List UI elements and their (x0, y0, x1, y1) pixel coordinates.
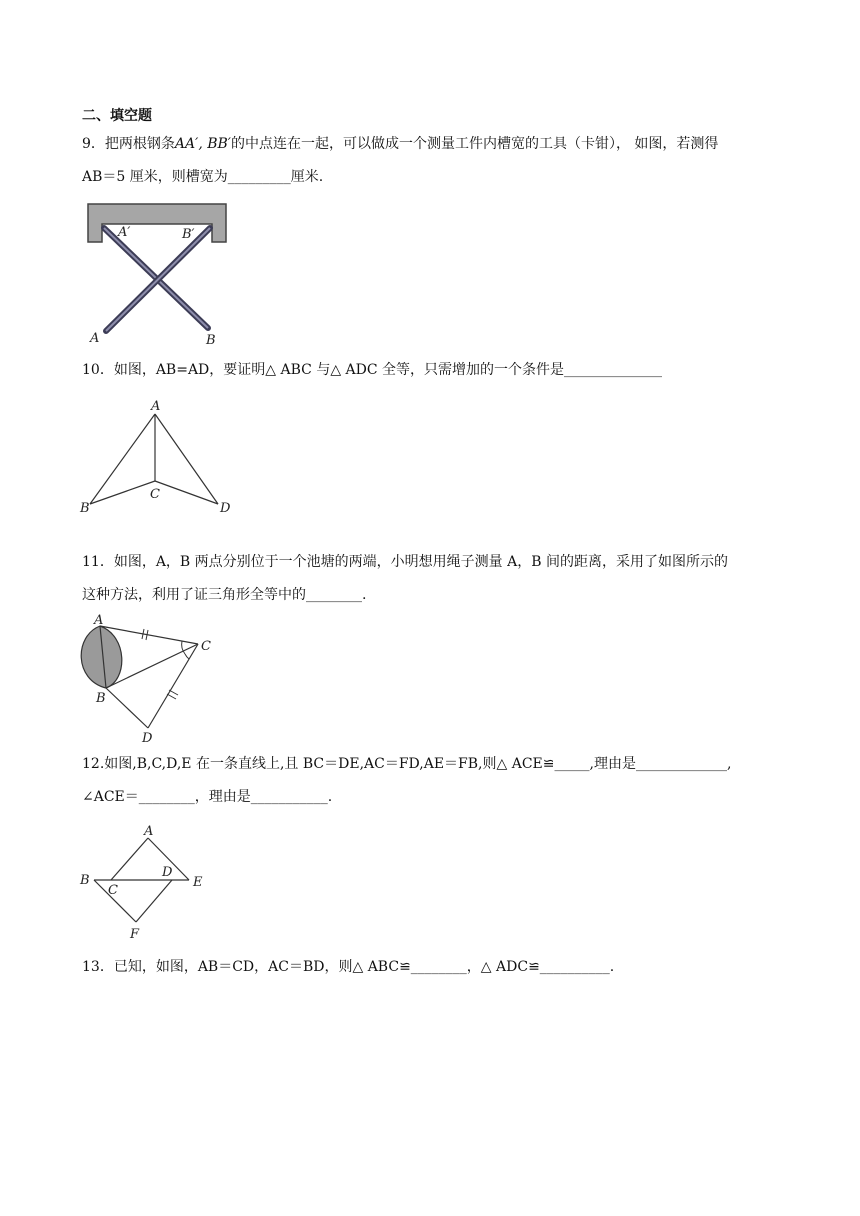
question-9-prefix: 9．把两根钢条 (82, 136, 175, 152)
fig9-label-b: B (206, 333, 216, 348)
fig12-label-d: D (162, 865, 173, 880)
fig11-label-c: C (201, 639, 211, 654)
figure-12-lines (76, 820, 216, 944)
figure-9-caliper (84, 198, 234, 348)
fig12-label-e: E (193, 875, 203, 890)
fig9-label-b-prime: B′ (182, 227, 195, 242)
section-title: 二、填空题 (82, 108, 152, 124)
fig10-label-c: C (150, 487, 160, 502)
figure-10-triangles (76, 396, 241, 521)
question-12-line1: 12.如图,B,C,D,E 在一条直线上,且 BC＝DE,AC＝FD,AE＝FB,则△ ACE≌_____,理由是_____________, (82, 756, 732, 772)
fig12-label-b: B (80, 873, 90, 888)
fig12-label-a: A (144, 824, 154, 839)
fig10-label-d: D (220, 501, 231, 516)
fig10-label-b: B (80, 501, 90, 516)
figure-11-pond (78, 614, 223, 746)
question-9-rest: 的中点连在一起，可以做成一个测量工件内槽宽的工具（卡钳）， 如图，若测得 (230, 136, 719, 152)
question-13-text: 13．已知，如图，AB＝CD，AC＝BD，则△ ABC≌________，△ ADC≌__________. (82, 959, 615, 975)
question-11-line2: 这种方法，利用了证三角形全等中的________. (82, 587, 367, 603)
question-12-line2: ∠ACE＝________，理由是___________. (82, 789, 333, 805)
fig11-label-a: A (94, 614, 104, 628)
fig10-label-a: A (151, 399, 161, 414)
fig12-label-c: C (108, 883, 118, 898)
question-11-line1: 11．如图，A，B 两点分别位于一个池塘的两端，小明想用绳子测量 A，B 间的距离，采用了如图所示的 (82, 554, 728, 570)
fig9-label-a: A (90, 331, 100, 346)
fig9-label-a-prime: A′ (118, 225, 131, 240)
question-10-text: 10．如图，AB=AD，要证明△ ABC 与△ ADC 全等，只需增加的一个条件是______________ (82, 362, 663, 378)
fig11-label-d: D (142, 731, 153, 746)
fig12-label-f: F (130, 927, 140, 942)
fig11-label-b: B (96, 691, 106, 706)
question-9-math: AA′, BB′ (174, 136, 231, 152)
question-9-line1 (82, 134, 718, 154)
question-9-line2: AB＝5 厘米，则槽宽为_________厘米. (82, 169, 324, 185)
